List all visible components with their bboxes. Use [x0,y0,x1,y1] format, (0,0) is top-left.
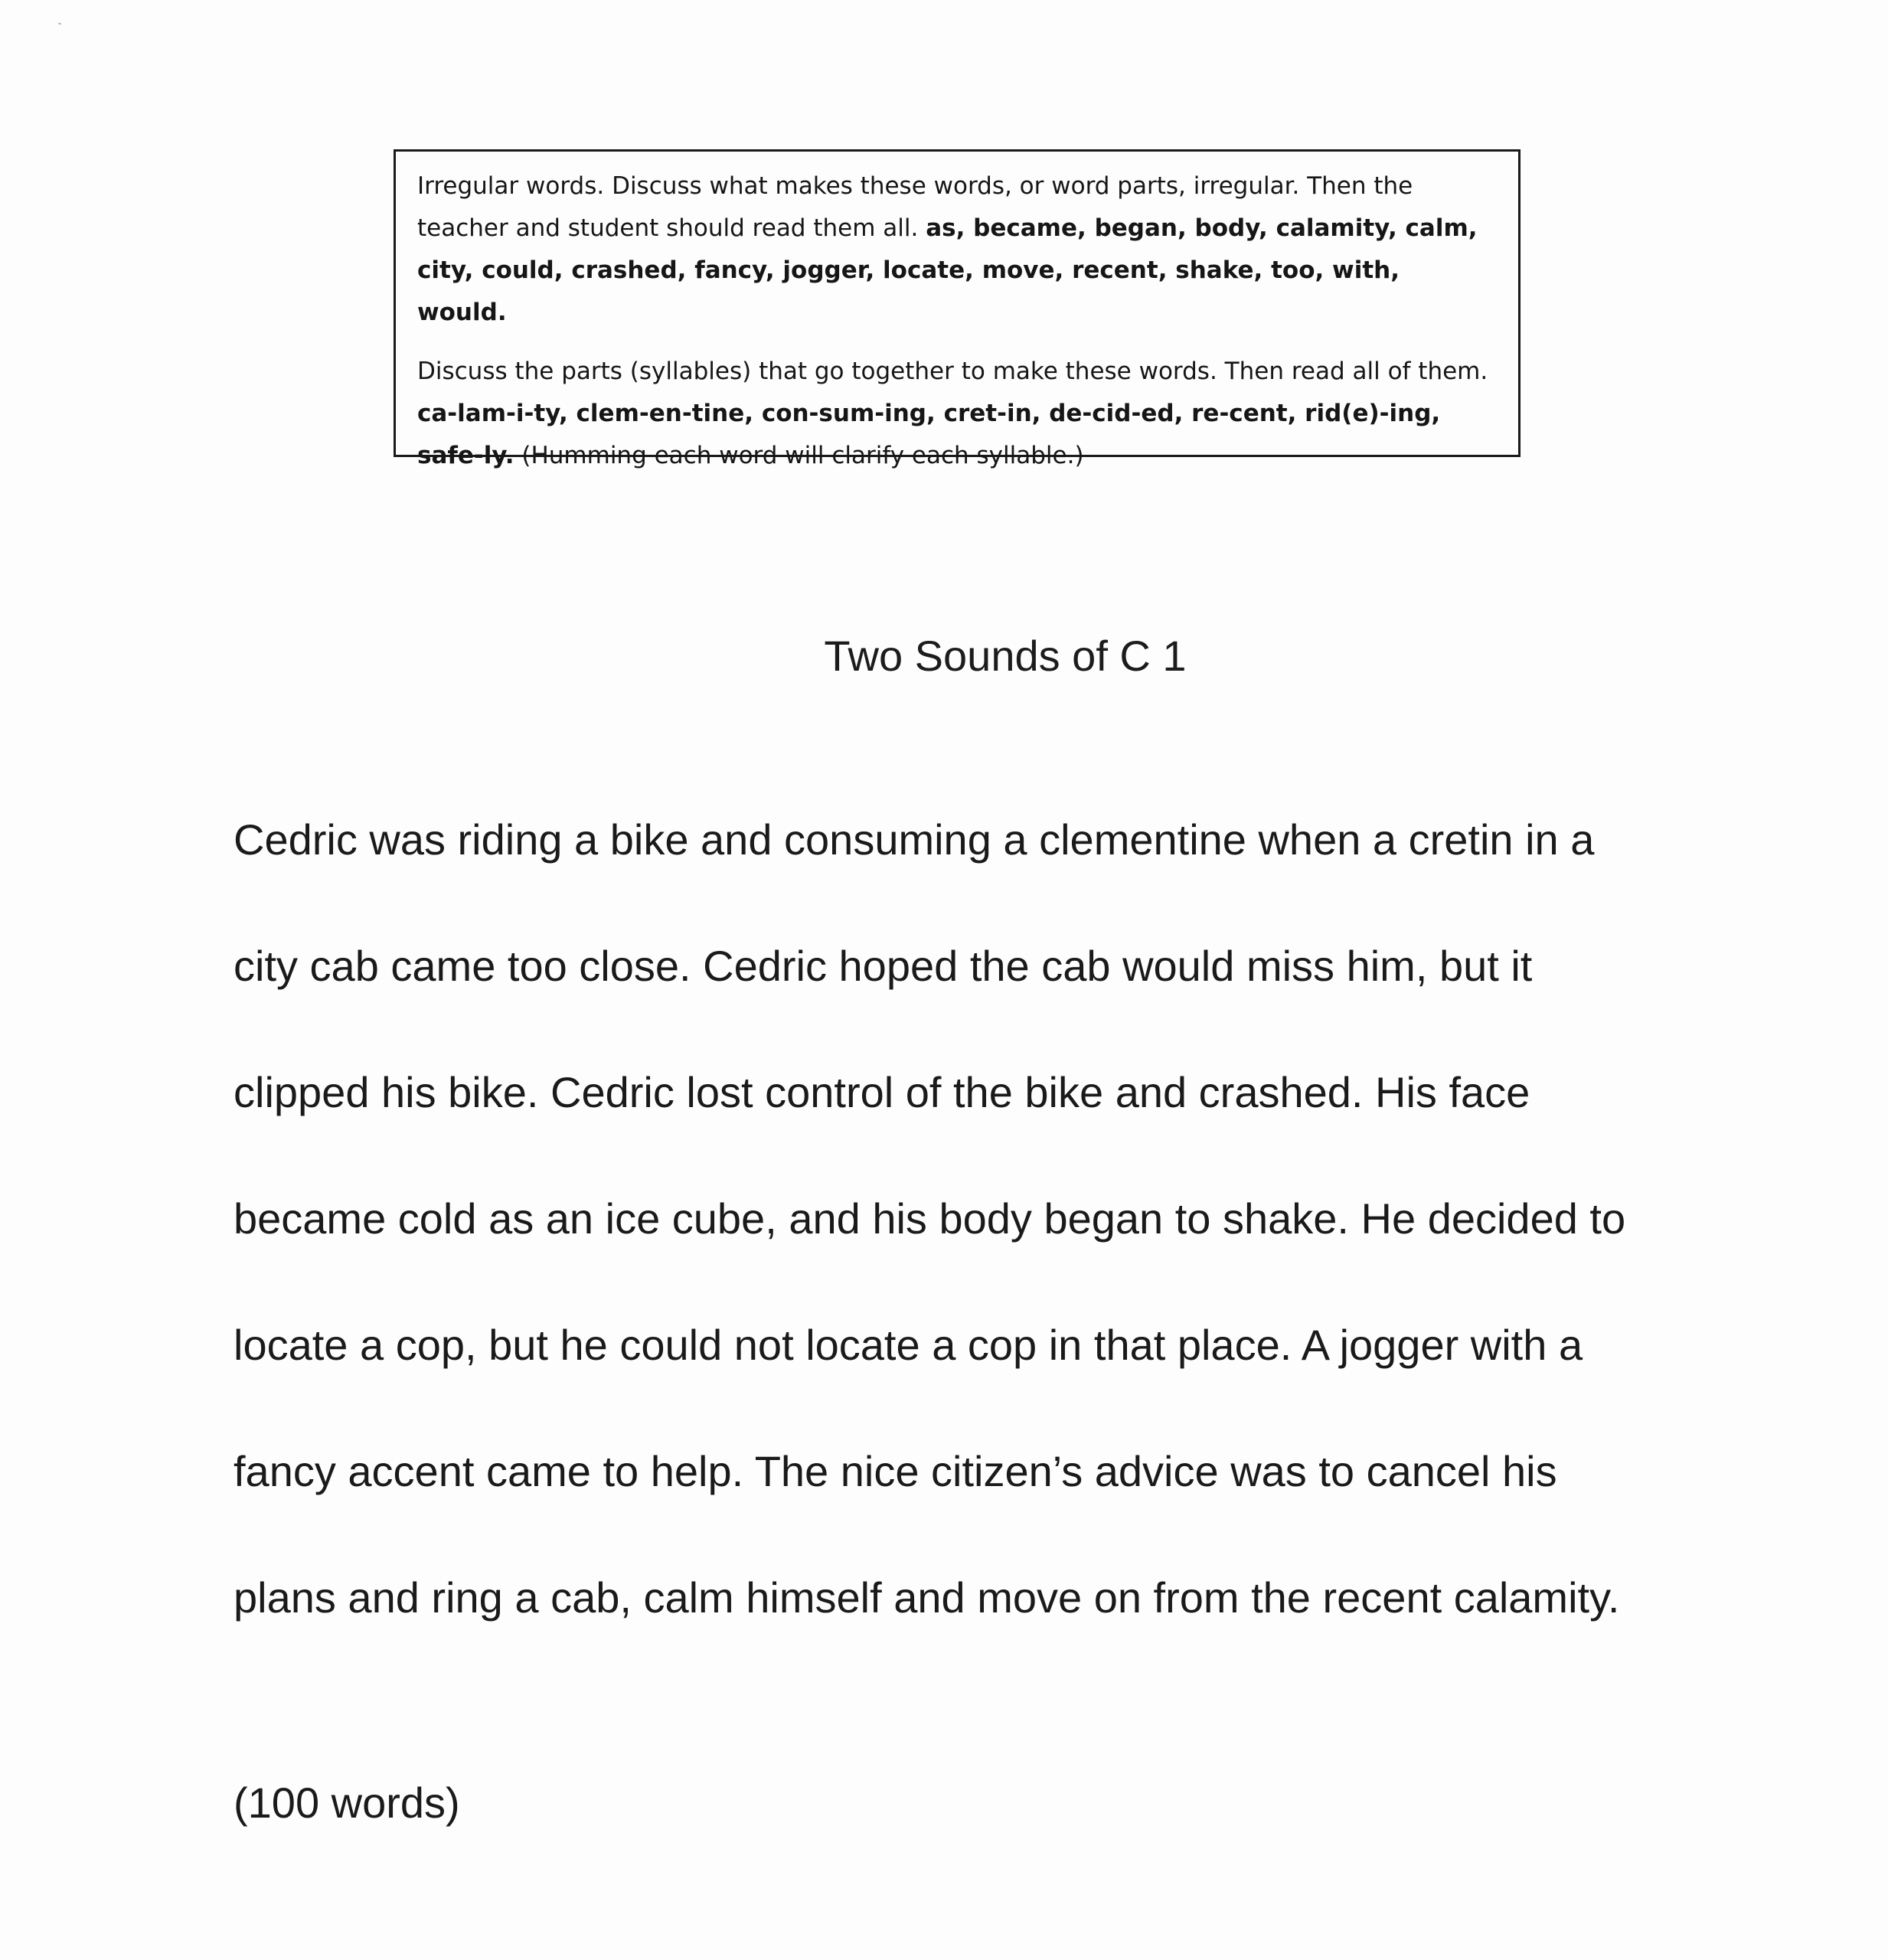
story-line: became cold as an ice cube, and his body began to shake. He decided to [234,1194,1626,1243]
irregular-intro-text: Irregular words. Discuss what makes these words, or word parts, irregular. Then the teacher and student should read them all. [417,172,1413,242]
story-line: Cedric was riding a bike and consuming a clementine when a cretin in a [234,815,1595,864]
story-line: city cab came too close. Cedric hoped the cab would miss him, but it [234,942,1533,990]
irregular-words-instruction [417,165,1497,334]
story-line: plans and ring a cab, calm himself and move on from the recent calamity. [234,1573,1620,1622]
story-passage [234,813,1688,1697]
story-line: locate a cop, but he could not locate a cop in that place. A jogger with a [234,1321,1583,1369]
irregular-words-list: as, became, began, body, calamity, calm, city, could, crashed, fancy, jogger, locate, move, recent, shake, too, with, would. [417,214,1478,326]
story-line: fancy accent came to help. The nice citizen’s advice was to cancel his [234,1447,1557,1495]
word-count: (100 words) [234,1779,460,1827]
syllable-note-text: (Humming each word will clarify each syllable.) [521,442,1084,469]
syllable-intro-text: Discuss the parts (syllables) that go together to make these words. Then read all of them. [417,358,1488,385]
story-line: clipped his bike. Cedric lost control of the bike and crashed. His face [234,1068,1530,1116]
syllable-instruction [417,351,1497,477]
scan-speck [58,23,61,24]
instruction-box [394,149,1521,469]
syllable-words-list: ca-lam-i-ty, clem-en-tine, con-sum-ing, cret-in, de-cid-ed, re-cent, rid(e)-ing, safe-ly. [417,400,1441,469]
story-title: Two Sounds of C 1 [824,632,1187,680]
